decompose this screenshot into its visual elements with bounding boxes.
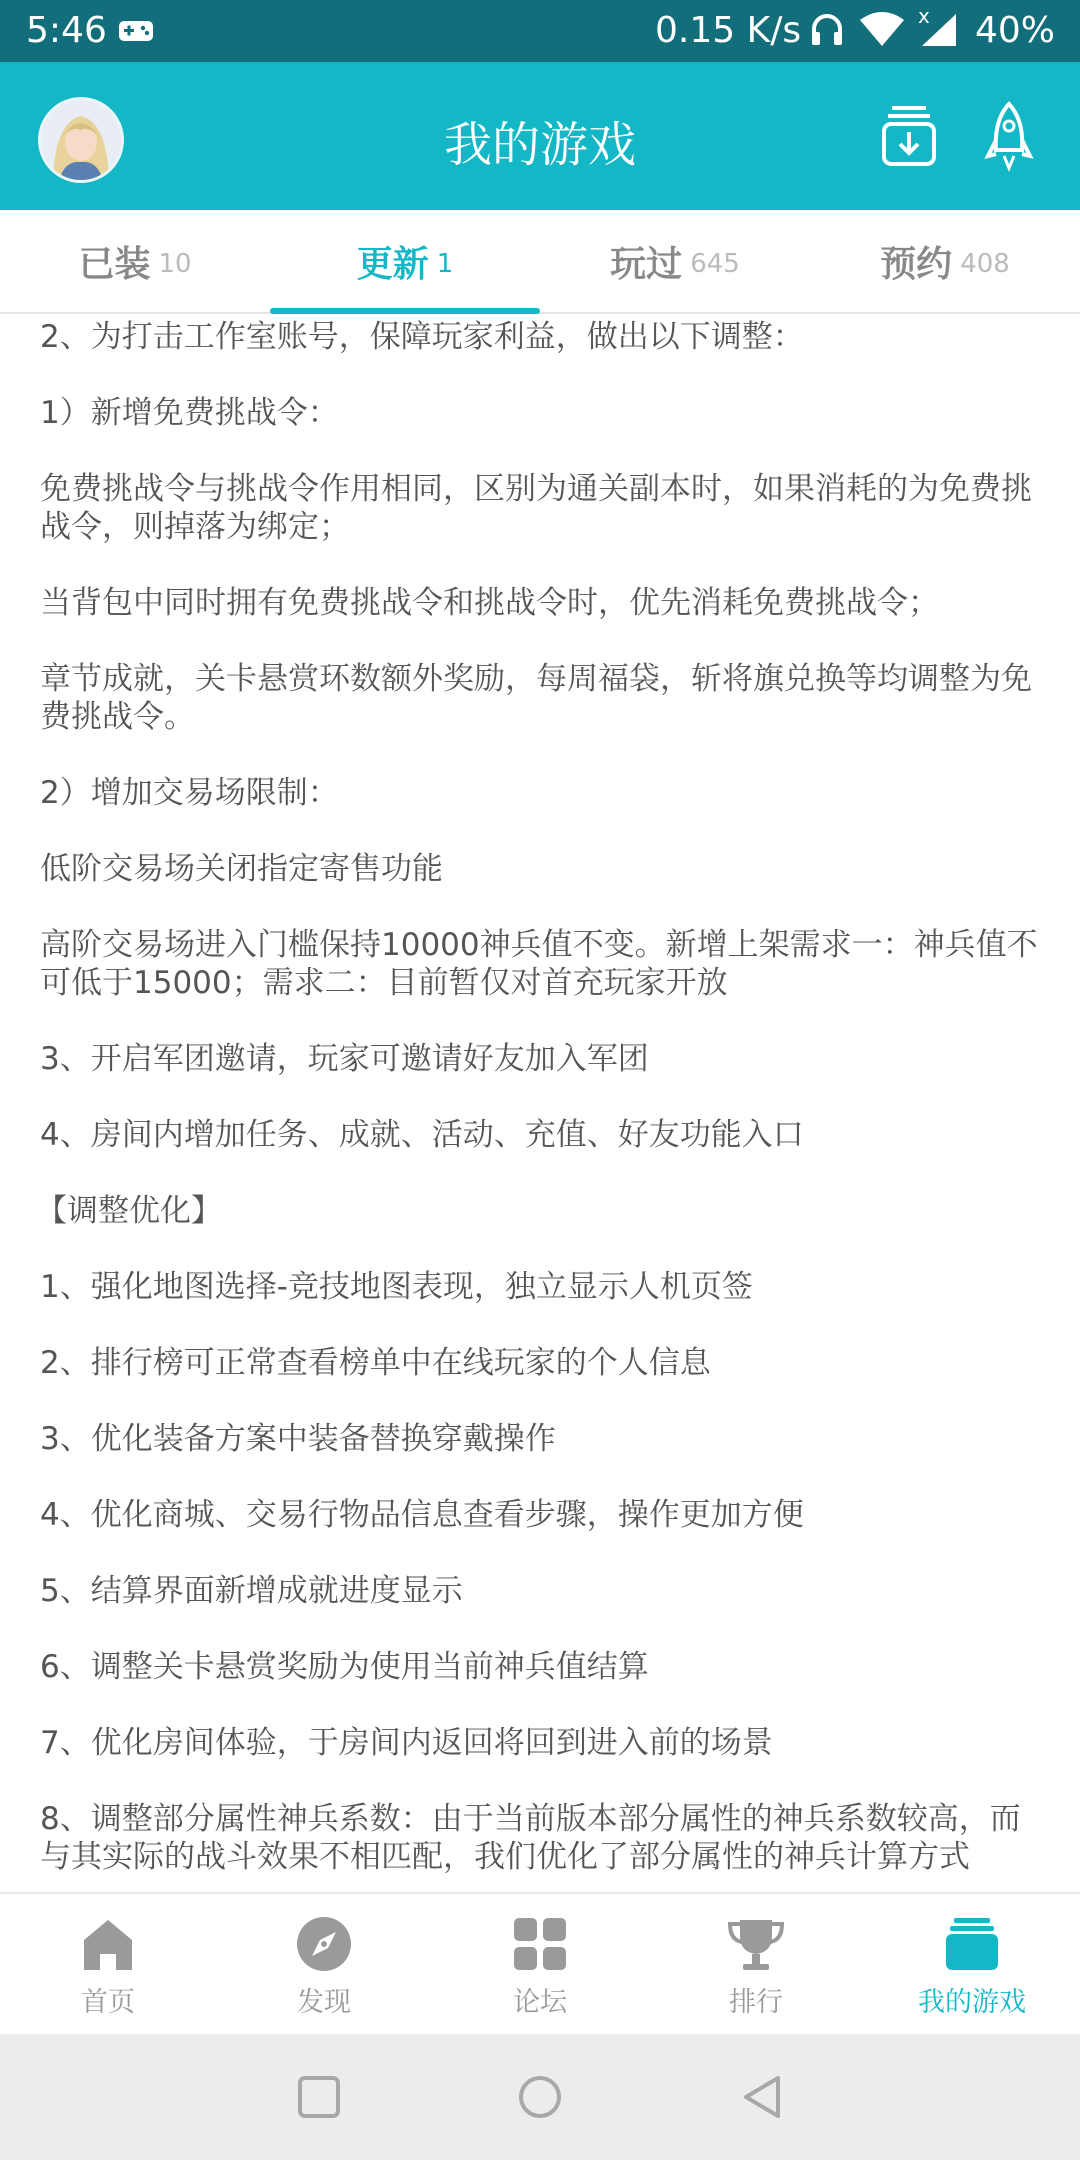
nav-label: 首页 [81,1987,135,2018]
note-paragraph: 5、结算界面新增成就进度显示 [40,1573,463,1609]
nav-label: 排行 [729,1987,783,2018]
note-paragraph: 3、开启军团邀请，玩家可邀请好友加入军团 [40,1041,649,1077]
battery-level: 40% [975,10,1056,51]
gamepad-icon [118,18,154,44]
section-heading: 【调整优化】 [36,1193,222,1229]
page-title: 我的游戏 [443,117,636,173]
note-paragraph: 6、调整关卡悬赏奖励为使用当前神兵值结算 [40,1649,649,1685]
tab-bar [0,210,1080,314]
note-paragraph: 8、调整部分属性神兵系数：由于当前版本部分属性的神兵系数较高，而与其实际的战斗效果不相匹配，我们优化了部分属性的神兵计算方式 [40,1801,1021,1875]
net-speed: 0.15 K/s [655,10,802,51]
note-paragraph: 低阶交易场关闭指定寄售功能 [40,851,443,887]
status-bar [0,0,1080,62]
nav-label: 发现 [297,1987,351,2018]
note-paragraph: 高阶交易场进入门槛保持10000神兵值不变。新增上架需求一：神兵值不可低于15000；需求二：目前暂仅对首充玩家开放 [40,927,1038,1001]
grid-icon [510,1914,570,1974]
signal-x-label: x [918,4,930,28]
tab-played[interactable] [540,210,810,312]
back-icon[interactable] [738,2072,788,2122]
download-icon[interactable] [880,102,938,168]
note-paragraph: 2、排行榜可正常查看榜单中在线玩家的个人信息 [40,1345,711,1381]
nav-label: 论坛 [513,1987,567,2018]
tab-label: 玩过 [610,243,683,285]
home-circle-icon[interactable] [515,2072,565,2122]
wifi-icon [858,12,906,48]
app-bar [0,62,1080,210]
cell-signal-icon [918,12,958,48]
note-paragraph: 2、为打击工作室账号，保障玩家利益，做出以下调整： [40,319,804,355]
note-paragraph: 3、优化装备方案中装备替换穿戴操作 [40,1421,556,1457]
tab-label: 预约 [880,243,953,285]
compass-icon [294,1914,354,1974]
trophy-icon [726,1914,786,1974]
home-icon [78,1914,138,1974]
tab-label: 更新 [356,243,429,285]
nav-forum[interactable] [432,1894,648,2036]
note-paragraph: 4、房间内增加任务、成就、活动、充值、好友功能入口 [40,1117,804,1153]
nav-label: 我的游戏 [918,1987,1026,2018]
headphones-icon [810,12,844,48]
note-paragraph: 7、优化房间体验，于房间内返回将回到进入前的场景 [40,1725,773,1761]
tab-reserved[interactable] [810,210,1080,312]
note-paragraph: 2）增加交易场限制： [40,775,339,811]
note-paragraph: 章节成就，关卡悬赏环数额外奖励，每周福袋，斩将旗兑换等均调整为免费挑战令。 [40,661,1032,735]
tab-installed[interactable] [0,210,270,312]
rocket-icon[interactable] [984,100,1034,172]
note-paragraph: 1、强化地图选择-竞技地图表现，独立显示人机页签 [40,1269,753,1305]
note-paragraph: 4、优化商城、交易行物品信息查看步骤，操作更加方便 [40,1497,804,1533]
note-paragraph: 免费挑战令与挑战令作用相同，区别为通关副本时，如果消耗的为免费挑战令，则掉落为绑定； [40,471,1032,545]
nav-home[interactable] [0,1894,216,2036]
recent-apps-icon[interactable] [294,2072,344,2122]
system-nav-bar [0,2034,1080,2160]
note-paragraph: 1）新增免费挑战令： [40,395,339,431]
stack-icon [942,1914,1002,1974]
update-notes[interactable] [0,314,1080,1892]
tab-updates[interactable] [270,210,540,312]
tab-count: 10 [158,249,192,279]
tab-count: 408 [960,249,1010,279]
tab-count: 645 [690,249,740,279]
nav-ranking[interactable] [648,1894,864,2036]
nav-discover[interactable] [216,1894,432,2036]
bottom-nav [0,1892,1080,2036]
note-paragraph: 当背包中同时拥有免费挑战令和挑战令时，优先消耗免费挑战令； [40,585,939,621]
nav-my-games[interactable] [864,1894,1080,2036]
status-time: 5:46 [26,10,107,51]
tab-count: 1 [436,249,454,279]
tab-label: 已装 [78,243,151,285]
